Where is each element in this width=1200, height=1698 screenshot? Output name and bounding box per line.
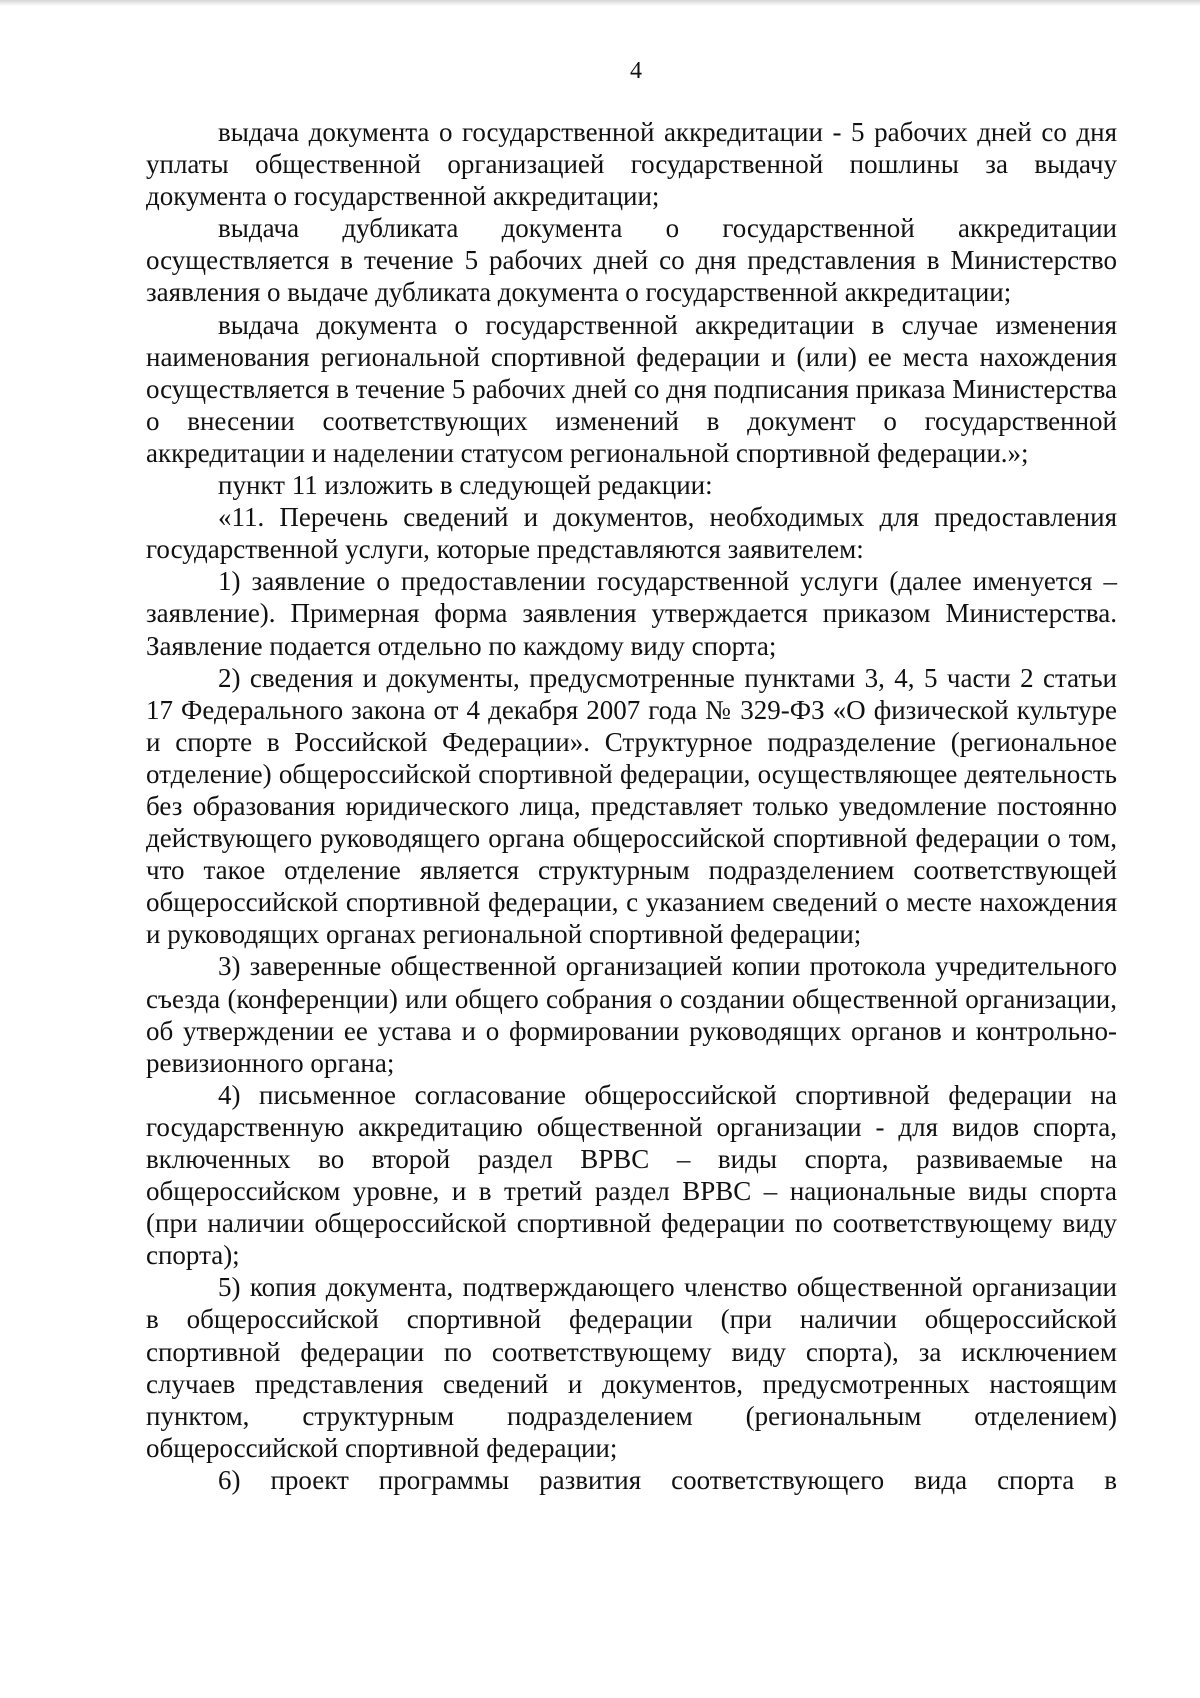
- paragraph-item-5: 5) копия документа, подтверждающего членство общественной организации в общероссийской спортивной федерации (при наличии общероссийской спортивной федерации по соответствующему виду спорта), за исключением случаев представления сведений и документов, предусмотренных настоящим пунктом, структурным подразделением (региональным отделением) общероссийской спортивной федерации;: [146, 1272, 1117, 1463]
- page-number: 4: [630, 58, 642, 84]
- paragraph-item-1: 1) заявление о предоставлении государственной услуги (далее именуется – заявление). Примерная форма заявления утверждается приказом Министерства. Заявление подается отдельно по каждому виду спорта;: [146, 566, 1117, 661]
- paragraph-point-11-intro: пункт 11 изложить в следующей редакции:: [218, 470, 713, 501]
- paragraph-point-11-list-intro: «11. Перечень сведений и документов, необходимых для предоставления государственной услуги, которые представляются заявителем:: [146, 502, 1117, 565]
- paragraph-issue-duplicate: выдача дубликата документа о государственной аккредитации осуществляется в течение 5 рабочих дней со дня представления в Министерство заявления о выдаче дубликата документа о государственной аккредитации;: [146, 213, 1117, 308]
- document-body: [146, 116, 1117, 1496]
- paragraph-issue-on-change: выдача документа о государственной аккредитации в случае изменения наименования региональной спортивной федерации и (или) ее места нахождения осуществляется в течение 5 рабочих дней со дня подписания приказа Министерства о внесении соответствующих изменений в документ о государственной аккредитации и наделении статусом региональной спортивной федерации.»;: [146, 309, 1117, 468]
- paragraph-item-4: 4) письменное согласование общероссийской спортивной федерации на государственную аккредитацию общественной организации - для видов спорта, включенных во второй раздел ВРВС – виды спорта, развиваемые на общероссийском уровне, и в третий раздел ВРВС – национальные виды спорта (при наличии общероссийской спортивной федерации по соответствующему виду спорта);: [146, 1079, 1117, 1271]
- paragraph-item-2: 2) сведения и документы, предусмотренные пунктами 3, 4, 5 части 2 статьи 17 Федерального закона от 4 декабря 2007 года № 329-ФЗ «О физической культуре и спорте в Российской Федерации». Структурное подразделение (региональное отделение) общероссийской спортивной федерации, осуществляющее деятельность без образования юридического лица, представляет только уведомление постоянно действующего руководящего органа общероссийской спортивной федерации о том, что такое отделение является структурным подразделением соответствующей общероссийской спортивной федерации, с указанием сведений о месте нахождения и руководящих органах региональной спортивной федерации;: [146, 662, 1117, 950]
- scan-edge-shadow: [0, 0, 1200, 6]
- paragraph-issue-document: выдача документа о государственной аккредитации - 5 рабочих дней со дня уплаты общественной организацией государственной пошлины за выдачу документа о государственной аккредитации;: [146, 117, 1117, 212]
- paragraph-item-3: 3) заверенные общественной организацией копии протокола учредительного съезда (конференции) или общего собрания о создании общественной организации, об утверждении ее устава и о формировании руководящих органов и контрольно-ревизионного органа;: [146, 951, 1117, 1078]
- paragraph-item-6: 6) проект программы развития соответствующего вида спорта в: [218, 1464, 1117, 1495]
